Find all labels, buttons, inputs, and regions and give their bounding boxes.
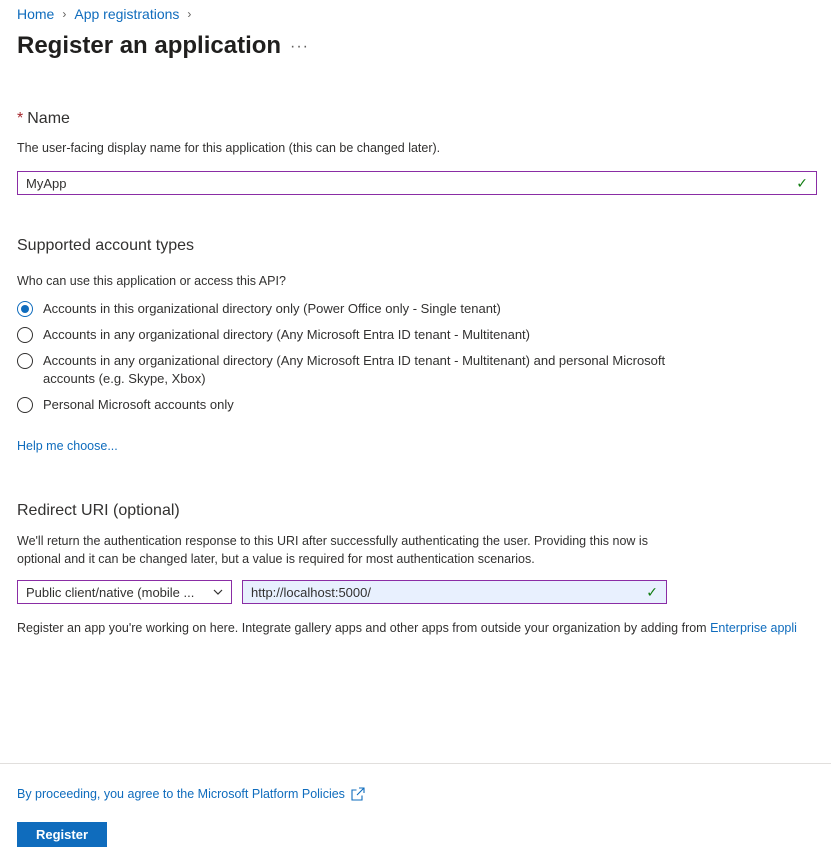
name-input-value: MyApp [26, 175, 67, 191]
check-icon: ✓ [796, 174, 808, 191]
page-title: Register an application [17, 32, 282, 59]
check-icon: ✓ [646, 583, 658, 600]
account-types-question: Who can use this application or access this API? [17, 274, 286, 288]
help-me-choose-link[interactable]: Help me choose... [17, 439, 118, 453]
radio-selected-icon[interactable] [17, 301, 33, 317]
chevron-right-icon: › [187, 7, 192, 21]
radio-label-line2: accounts (e.g. Skype, Xbox) [43, 371, 206, 386]
policy-row [17, 787, 365, 801]
platform-policies-link[interactable]: By proceeding, you agree to the Microsoft Platform Policies [17, 787, 345, 801]
breadcrumb-home-link[interactable]: Home [17, 6, 55, 22]
platform-select[interactable] [17, 580, 232, 604]
redirect-description-line2: optional and it can be changed later, but a value is required for most authentication scenarios. [17, 552, 535, 566]
redirect-description-line1: We'll return the authentication response to this URI after successfully authenticating the user. Providing this now is [17, 534, 648, 548]
footer-divider [0, 763, 831, 764]
name-input[interactable] [17, 171, 817, 195]
external-link-icon[interactable] [351, 787, 365, 801]
redirect-uri-title: Redirect URI (optional) [17, 502, 180, 519]
account-type-option-single-tenant[interactable] [17, 300, 501, 318]
radio-icon[interactable] [17, 397, 33, 413]
account-type-option-personal[interactable] [17, 396, 234, 414]
breadcrumb-app-registrations-link[interactable]: App registrations [74, 6, 180, 22]
radio-label [43, 352, 665, 388]
redirect-uri-description [17, 532, 648, 568]
register-button[interactable]: Register [17, 822, 107, 847]
radio-label: Accounts in any organizational directory (Any Microsoft Entra ID tenant - Multitenant) [43, 327, 530, 342]
required-marker: * [17, 110, 24, 127]
account-type-option-multitenant[interactable] [17, 326, 530, 344]
chevron-down-icon [213, 587, 223, 597]
radio-label: Accounts in this organizational directory only (Power Office only - Single tenant) [43, 301, 501, 316]
enterprise-applications-link[interactable]: Enterprise appli [710, 621, 797, 635]
radio-label: Personal Microsoft accounts only [43, 397, 234, 412]
name-section-title [17, 110, 70, 128]
redirect-uri-value: http://localhost:5000/ [251, 584, 371, 600]
radio-icon[interactable] [17, 327, 33, 343]
radio-label-line1: Accounts in any organizational directory (Any Microsoft Entra ID tenant - Multitenant) and personal Microsoft [43, 353, 666, 368]
name-description: The user-facing display name for this application (this can be changed later). [17, 141, 441, 155]
radio-icon[interactable] [17, 353, 33, 369]
account-type-option-multitenant-personal[interactable] [17, 352, 665, 388]
breadcrumb [17, 6, 199, 22]
platform-select-value: Public client/native (mobile ... [26, 584, 195, 600]
redirect-uri-input[interactable] [242, 580, 667, 604]
register-note-text: Register an app you're working on here. Integrate gallery apps and other apps from outside your organization by adding from [17, 621, 711, 635]
name-label: Name [27, 110, 70, 127]
chevron-right-icon: › [62, 7, 67, 21]
more-options-button[interactable]: ··· [290, 38, 309, 55]
account-types-title: Supported account types [17, 237, 195, 254]
register-note [17, 621, 831, 635]
